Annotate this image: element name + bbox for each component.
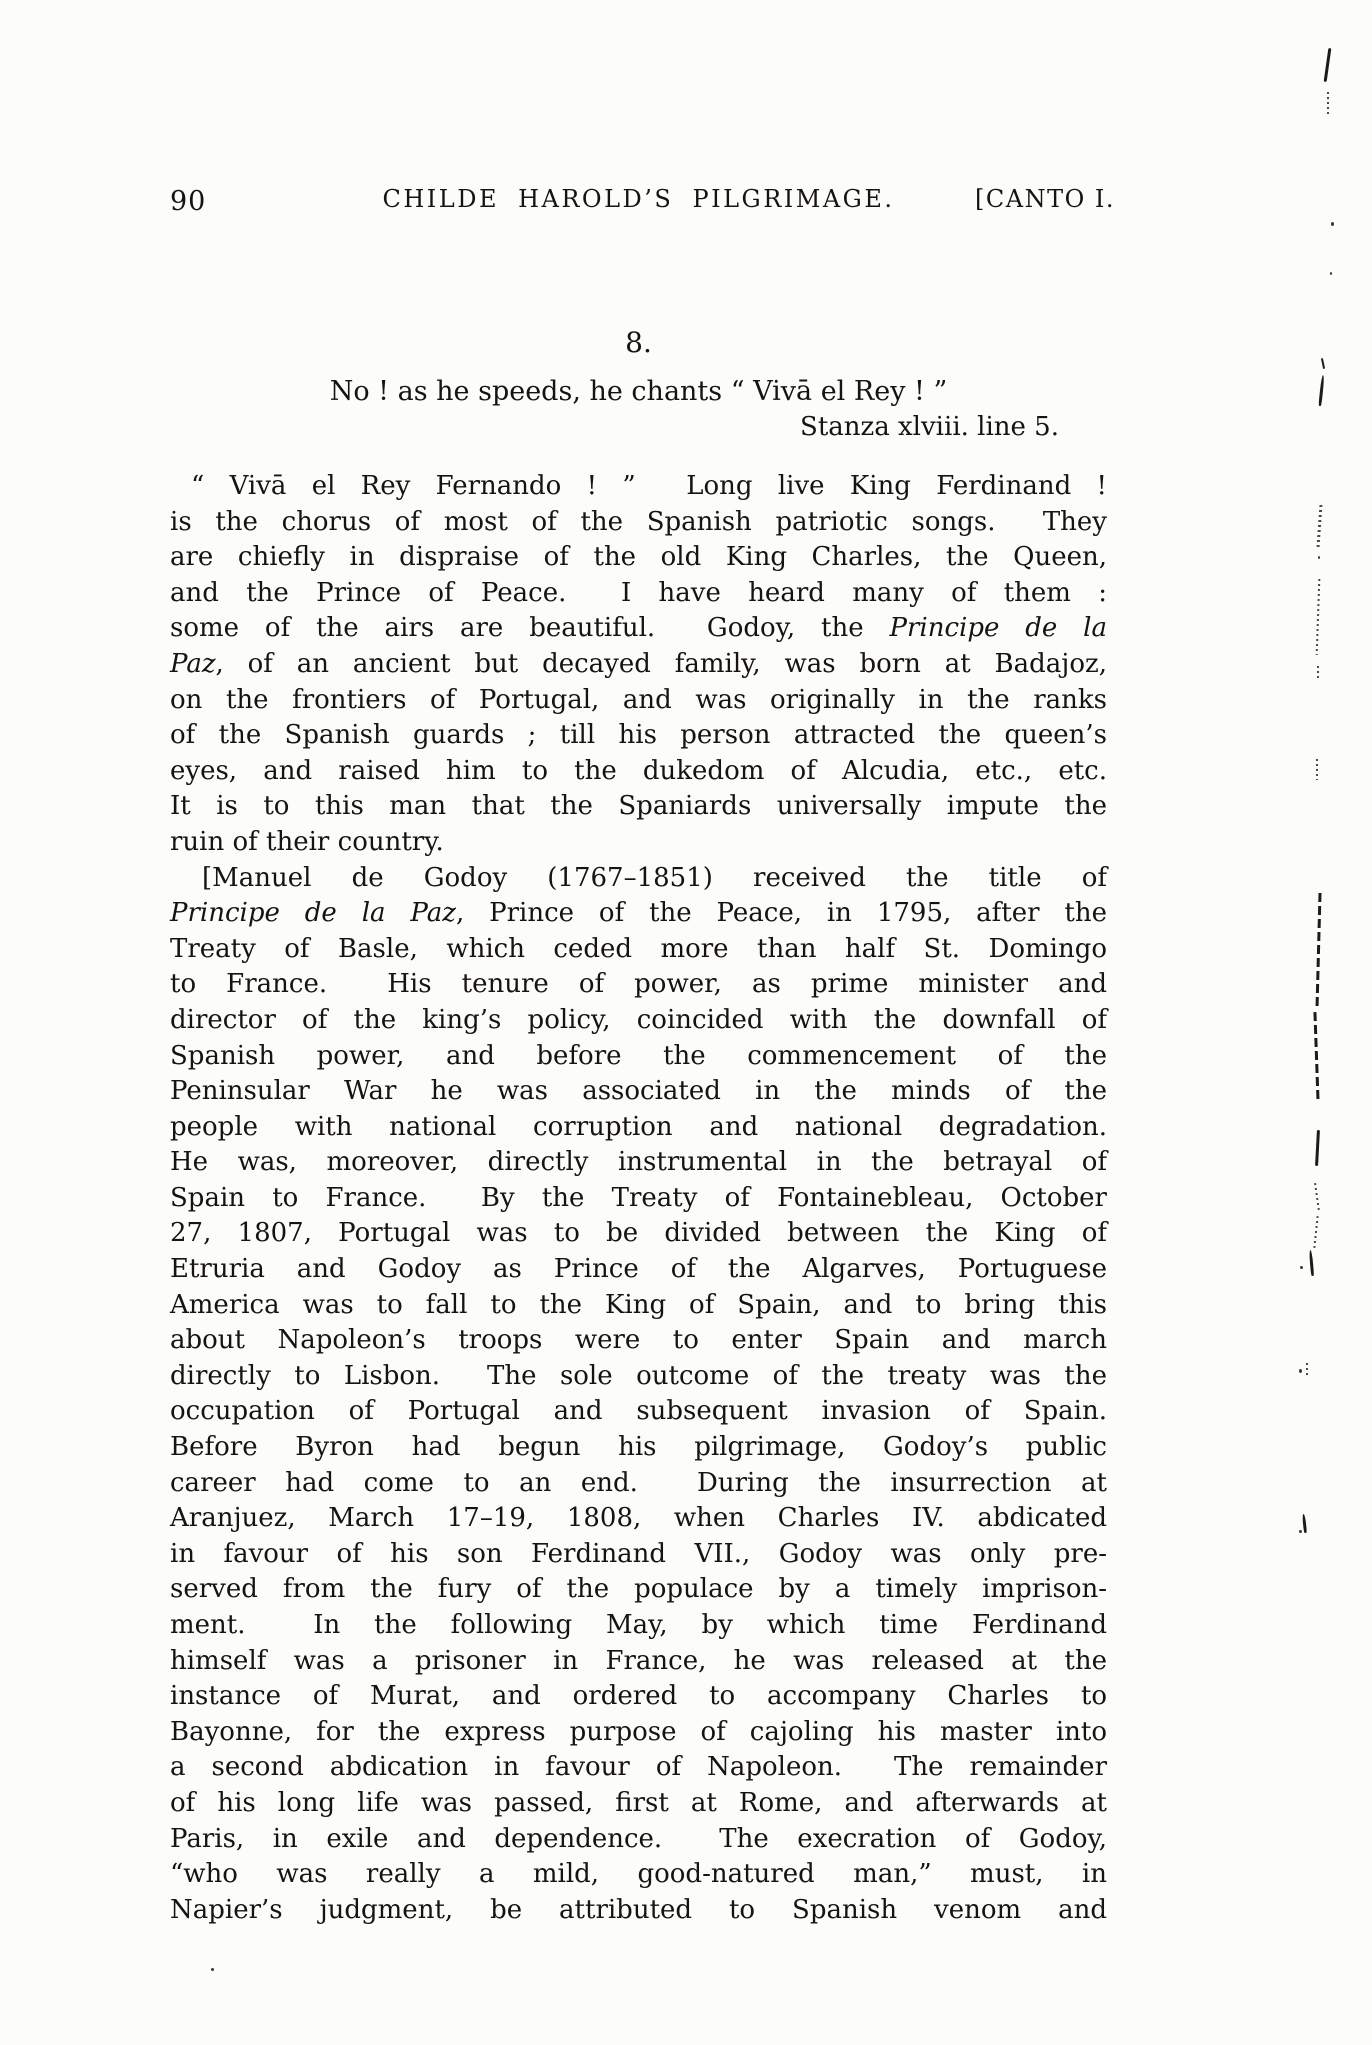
text-line: Paz, of an ancient but decayed family, was born at Badajoz, — [170, 648, 1107, 679]
text-line: are chiefly in dispraise of the old King Charles, the Queen, — [170, 542, 1107, 573]
scan-artifact — [1316, 759, 1318, 780]
text-line: served from the fury of the populace by a timely imprison- — [170, 1574, 1107, 1605]
text-line: Aranjuez, March 17–19, 1808, when Charles IV. abdicated — [170, 1503, 1107, 1534]
text-line: in favour of his son Ferdinand VII., Godoy was only pre- — [170, 1538, 1107, 1569]
text-line: [Manuel de Godoy (1767–1851) received the title of — [202, 862, 1107, 893]
text-line: “ Vivā el Rey Fernando ! ” Long live King Ferdinand ! — [191, 471, 1107, 501]
text-line: ruin of their country. — [170, 826, 444, 857]
text-line: some of the airs are beautiful. Godoy, the Principe de la — [170, 613, 1107, 644]
scan-artifact — [1315, 1130, 1320, 1166]
text-line: occupation of Portugal and subsequent invasion of Spain. — [170, 1396, 1107, 1427]
scan-artifact — [1302, 1514, 1307, 1533]
note-text — [170, 469, 1107, 1928]
text-line: instance of Murat, and ordered to accompany Charles to — [170, 1681, 1107, 1712]
scan-artifact — [1313, 1012, 1319, 1102]
text-line: America was to fall to the King of Spain, and to bring this — [170, 1289, 1107, 1320]
text-line: and the Prince of Peace. I have heard many of them : — [170, 577, 1107, 608]
text-line: It is to this man that the Spaniards universally impute the — [170, 791, 1107, 822]
text-line: director of the king’s policy, coincided with the downfall of — [170, 1004, 1107, 1035]
stanza-section-number: 8. — [625, 326, 652, 359]
scan-artifact — [1321, 358, 1325, 369]
text-line: Etruria and Godoy as Prince of the Algarves, Portuguese — [170, 1254, 1107, 1285]
scan-artifact — [1327, 92, 1329, 116]
scan-artifact — [1317, 505, 1323, 547]
scan-artifact — [1299, 1530, 1302, 1533]
text-line: ment. In the following May, by which time Ferdinand — [170, 1610, 1107, 1640]
text-line: Spain to France. By the Treaty of Fontainebleau, October — [170, 1182, 1107, 1213]
text-line: Peninsular War he was associated in the minds of the — [170, 1076, 1107, 1107]
text-line: of the Spanish guards ; till his person attracted the queen’s — [170, 720, 1107, 751]
running-title: CHILDE HAROLD’S PILGRIMAGE. — [382, 185, 895, 213]
text-line: of his long life was passed, first at Rome, and afterwards at — [170, 1787, 1107, 1818]
scan-artifact — [1306, 1363, 1308, 1378]
text-line: Napier’s judgment, be attributed to Spanish venom and — [170, 1894, 1107, 1925]
text-line: a second abdication in favour of Napoleon. The remainder — [170, 1752, 1107, 1783]
text-line: about Napoleon’s troops were to enter Spain and march — [170, 1325, 1107, 1356]
text-line: Principe de la Paz, Prince of the Peace, in 1795, after the — [170, 898, 1107, 929]
text-line: directly to Lisbon. The sole outcome of the treaty was the — [170, 1360, 1107, 1391]
scan-artifact — [1300, 1266, 1303, 1269]
byron-note-paragraph — [170, 469, 1107, 861]
text-line: 27, 1807, Portugal was to be divided between the King of — [170, 1218, 1107, 1249]
scan-artifact — [1324, 48, 1332, 82]
editor-note-paragraph — [170, 861, 1107, 1929]
text-line: He was, moreover, directly instrumental in the betrayal of — [170, 1147, 1107, 1178]
scan-artifact — [1309, 1250, 1314, 1276]
scan-artifact — [1330, 272, 1332, 275]
text-line: eyes, and raised him to the dukedom of Alcudia, etc., etc. — [170, 755, 1107, 786]
text-line: Treaty of Basle, which ceded more than half St. Domingo — [170, 933, 1107, 964]
scan-artifact — [1318, 556, 1320, 559]
page-header — [170, 183, 1115, 219]
scan-artifact — [1315, 893, 1321, 1009]
text-line: “who was really a mild, good-natured man,” must, in — [170, 1859, 1107, 1890]
scan-artifact — [1316, 579, 1321, 655]
text-line: Paris, in exile and dependence. The execration of Godoy, — [170, 1823, 1107, 1854]
canto-label: [CANTO I. — [975, 185, 1115, 213]
stanza-quote-line: No ! as he speeds, he chants “ Vivā el Rey ! ” — [329, 376, 948, 407]
text-line: Before Byron had begun his pilgrimage, Godoy’s public — [170, 1432, 1107, 1463]
scan-artifact — [1313, 1216, 1318, 1248]
page-number: 90 — [170, 186, 207, 217]
text-line: himself was a prisoner in France, he was released at the — [170, 1645, 1107, 1676]
text-line: on the frontiers of Portugal, and was originally in the ranks — [170, 684, 1107, 715]
text-line: to France. His tenure of power, as prime minister and — [170, 969, 1107, 1000]
scan-artifact — [1317, 666, 1319, 681]
text-line: career had come to an end. During the insurrection at — [170, 1467, 1107, 1498]
text-line: Bayonne, for the express purpose of cajoling his master into — [170, 1716, 1107, 1747]
text-line: people with national corruption and national degradation. — [170, 1111, 1107, 1142]
scan-artifact — [211, 1968, 214, 1971]
scan-artifact — [1331, 222, 1334, 226]
scan-artifact — [1299, 1369, 1302, 1373]
scan-artifact — [1314, 1183, 1320, 1211]
scan-artifact — [1318, 375, 1324, 406]
text-line: Spanish power, and before the commencement of the — [170, 1040, 1107, 1071]
text-line: is the chorus of most of the Spanish patriotic songs. They — [170, 506, 1107, 537]
stanza-attribution: Stanza xlviii. line 5. — [800, 412, 1059, 442]
